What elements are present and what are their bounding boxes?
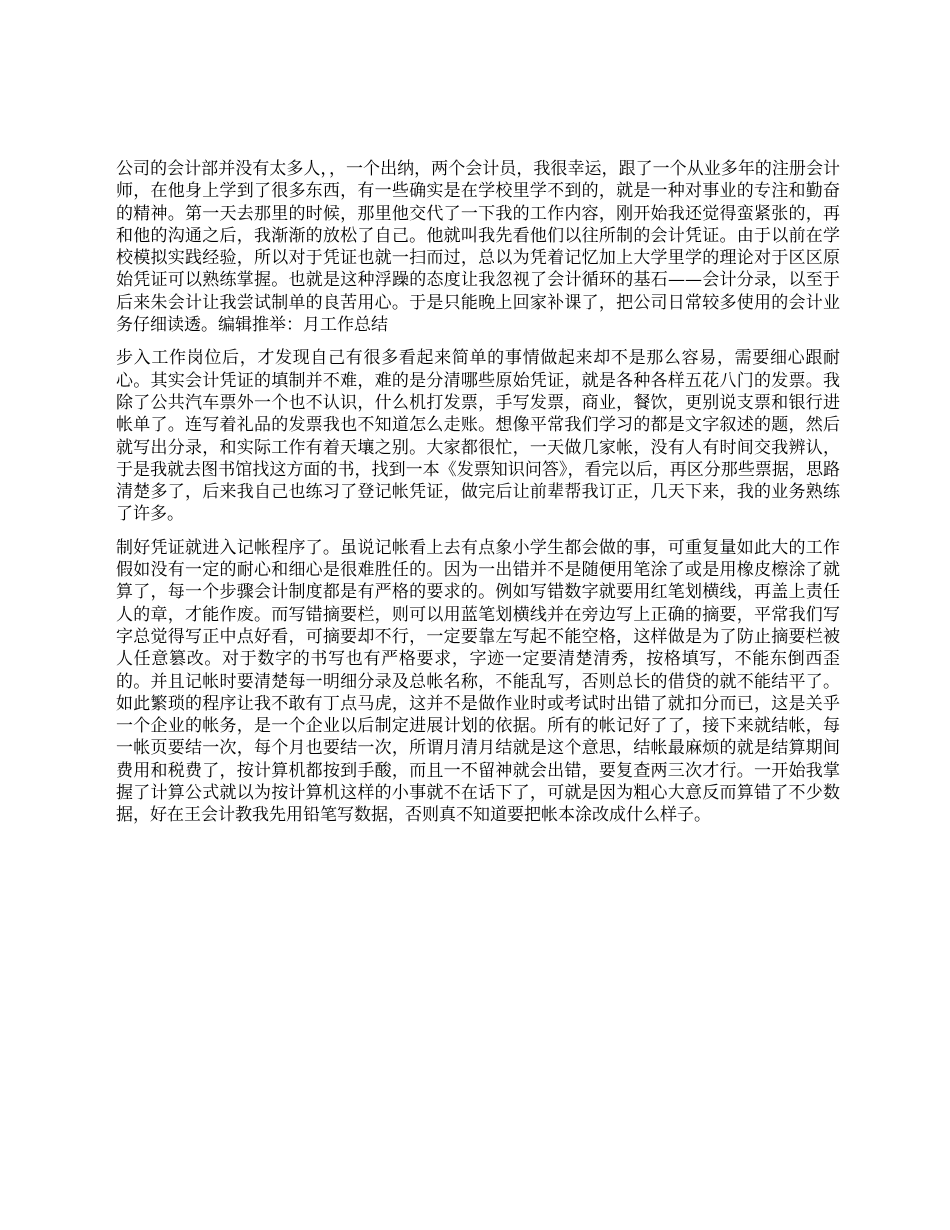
document-body [116, 158, 840, 838]
paragraph-3: 制好凭证就进入记帐程序了。虽说记帐看上去有点象小学生都会做的事，可重复量如此大的工作假如没有一定的耐心和细心是很难胜任的。因为一出错并不是随便用笔涂了或是用橡皮檫涂了就算了，每一个步骤会计制度都是有严格的要求的。例如写错数字就要用红笔划横线，再盖上责任人的章，才能作废。而写错摘要栏，则可以用蓝笔划横线并在旁边写上正确的摘要，平常我们写字总觉得写正中点好看，可摘要却不行，一定要靠左写起不能空格，这样做是为了防止摘要栏被人任意篡改。对于数字的书写也有严格要求，字迹一定要清楚清秀，按格填写，不能东倒西歪的。并且记帐时要清楚每一明细分录及总帐名称，不能乱写，否则总长的借贷的就不能结平了。如此繁琐的程序让我不敢有丁点马虎，这并不是做作业时或考试时出错了就扣分而已，这是关乎一个企业的帐务，是一个企业以后制定进展计划的依据。所有的帐记好了了，接下来就结帐，每一帐页要结一次，每个月也要结一次，所谓月清月结就是这个意思，结帐最麻烦的就是结算期间费用和税费了，按计算机都按到手酸，而且一不留神就会出错，要复查两三次才行。一开始我掌握了计算公式就以为按计算机这样的小事就不在话下了，可就是因为粗心大意反而算错了不少数据，好在王会计教我先用铅笔写数据，否则真不知道要把帐本涂改成什么样子。 [116, 537, 840, 826]
paragraph-1: 公司的会计部并没有太多人，，一个出纳，两个会计员，我很幸运，跟了一个从业多年的注册会计师，在他身上学到了很多东西，有一些确实是在学校里学不到的，就是一种对事业的专注和勤奋的精神。第一天去那里的时候，那里他交代了一下我的工作内容，刚开始我还觉得蛮紧张的，再和他的沟通之后，我渐渐的放松了自己。他就叫我先看他们以往所制的会计凭证。由于以前在学校模拟实践经验，所以对于凭证也就一扫而过，总以为凭着记忆加上大学里学的理论对于区区原始凭证可以熟练掌握。也就是这种浮躁的态度让我忽视了会计循环的基石——会计分录，以至于后来朱会计让我尝试制单的良苦用心。于是只能晚上回家补课了，把公司日常较多使用的会计业务仔细读透。编辑推举：月工作总结 [116, 159, 840, 336]
paragraph-2: 步入工作岗位后，才发现自己有很多看起来简单的事情做起来却不是那么容易，需要细心跟耐心。其实会计凭证的填制并不难，难的是分清哪些原始凭证，就是各种各样五花八门的发票。我除了公共汽车票外一个也不认识，什么机打发票，手写发票，商业，餐饮，更别说支票和银行进帐单了。连写着礼品的发票我也不知道怎么走账。想像平常我们学习的都是文字叙述的题，然后就写出分录，和实际工作有着天壤之别。大家都很忙，一天做几家帐，没有人有时间交我辨认，于是我就去图书馆找这方面的书，找到一本《发票知识问答》，看完以后，再区分那些票据，思路清楚多了，后来我自己也练习了登记帐凭证，做完后让前辈帮我订正，几天下来，我的业务熟练了许多。 [116, 348, 840, 525]
